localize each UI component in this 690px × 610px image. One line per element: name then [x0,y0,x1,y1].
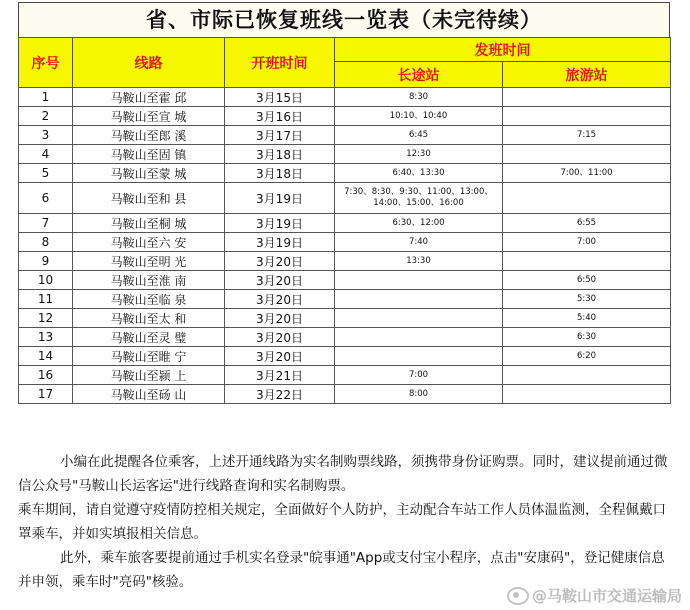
cell-route: 马鞍山至蒙 城 [73,164,225,183]
cell-long-distance-times: 6:30、12:00 [335,214,503,233]
cell-long-distance-times [335,290,503,309]
header-tourist-station: 旅游站 [503,62,671,88]
table-row [19,309,671,328]
cell-tourist-times: 7:00 [503,233,671,252]
header-long-distance-station: 长途站 [335,62,503,88]
table-row [19,385,671,404]
table-row [19,214,671,233]
watermark [507,585,682,606]
cell-no: 3 [19,126,73,145]
table-title: 省、市际已恢复班线一览表（未完待续） [18,2,670,37]
cell-long-distance-times [335,271,503,290]
cell-open-date: 3月20日 [225,252,335,271]
cell-tourist-times [503,252,671,271]
route-table [18,37,671,404]
cell-open-date: 3月20日 [225,271,335,290]
cell-long-distance-times: 10:10、10:40 [335,107,503,126]
notice-text [18,450,670,594]
cell-no: 12 [19,309,73,328]
cell-tourist-times: 7:15 [503,126,671,145]
cell-tourist-times: 6:55 [503,214,671,233]
table-row [19,328,671,347]
cell-long-distance-times: 7:30、8:30、9:30、11:00、13:00、14:00、15:00、16:00 [335,183,503,214]
cell-long-distance-times [335,347,503,366]
table-row [19,366,671,385]
cell-route: 马鞍山至郎 溪 [73,126,225,145]
cell-tourist-times: 5:40 [503,309,671,328]
cell-tourist-times [503,88,671,107]
cell-tourist-times: 7:00、11:00 [503,164,671,183]
cell-open-date: 3月16日 [225,107,335,126]
cell-long-distance-times: 13:30 [335,252,503,271]
cell-open-date: 3月20日 [225,309,335,328]
header-open-time: 开班时间 [225,38,335,88]
cell-tourist-times: 6:50 [503,271,671,290]
cell-open-date: 3月20日 [225,290,335,309]
cell-route: 马鞍山至六 安 [73,233,225,252]
cell-route: 马鞍山至太 和 [73,309,225,328]
table-row [19,164,671,183]
cell-route: 马鞍山至砀 山 [73,385,225,404]
cell-long-distance-times: 12:30 [335,145,503,164]
cell-no: 13 [19,328,73,347]
table-row [19,271,671,290]
table-row [19,183,671,214]
cell-open-date: 3月19日 [225,214,335,233]
cell-route: 马鞍山至霍 邱 [73,88,225,107]
cell-no: 1 [19,88,73,107]
cell-long-distance-times: 7:00 [335,366,503,385]
cell-long-distance-times: 6:45 [335,126,503,145]
cell-open-date: 3月15日 [225,88,335,107]
table-row [19,233,671,252]
cell-no: 9 [19,252,73,271]
cell-long-distance-times: 6:40、13:30 [335,164,503,183]
cell-long-distance-times [335,328,503,347]
table-row [19,347,671,366]
notice-paragraph-3: 此外，乘车旅客要提前通过手机实名登录"皖事通"App或支付宝小程序，点击"安康码"，登记健康信息并申领，乘车时"亮码"核验。 [18,550,665,590]
cell-route: 马鞍山至宣 城 [73,107,225,126]
cell-route: 马鞍山至和 县 [73,183,225,214]
weibo-icon [507,587,529,605]
cell-route: 马鞍山至灵 璧 [73,328,225,347]
cell-open-date: 3月18日 [225,164,335,183]
cell-no: 14 [19,347,73,366]
table-row [19,252,671,271]
cell-route: 马鞍山至桐 城 [73,214,225,233]
cell-open-date: 3月20日 [225,328,335,347]
table-row [19,88,671,107]
cell-long-distance-times: 8:00 [335,385,503,404]
header-no: 序号 [19,38,73,88]
cell-open-date: 3月21日 [225,366,335,385]
table-row [19,290,671,309]
cell-open-date: 3月17日 [225,126,335,145]
cell-no: 8 [19,233,73,252]
cell-no: 11 [19,290,73,309]
cell-tourist-times [503,385,671,404]
cell-open-date: 3月22日 [225,385,335,404]
header-route: 线路 [73,38,225,88]
cell-no: 2 [19,107,73,126]
cell-tourist-times [503,366,671,385]
notice-paragraph-1: 小编在此提醒各位乘客，上述开通线路为实名制购票线路，须携带身份证购票。同时，建议提前通过微信公众号"马鞍山长运客运"进行线路查询和实名制购票。 [18,454,668,494]
header-departure-time: 发班时间 [335,38,671,62]
cell-no: 4 [19,145,73,164]
cell-route: 马鞍山至固 镇 [73,145,225,164]
cell-open-date: 3月19日 [225,233,335,252]
cell-long-distance-times: 8:30 [335,88,503,107]
cell-open-date: 3月19日 [225,183,335,214]
cell-tourist-times: 6:30 [503,328,671,347]
cell-no: 17 [19,385,73,404]
cell-tourist-times [503,107,671,126]
cell-open-date: 3月18日 [225,145,335,164]
watermark-text: @马鞍山市交通运输局 [531,587,682,605]
cell-no: 10 [19,271,73,290]
cell-route: 马鞍山至临 泉 [73,290,225,309]
table-row [19,107,671,126]
cell-tourist-times [503,145,671,164]
cell-long-distance-times [335,309,503,328]
cell-long-distance-times: 7:40 [335,233,503,252]
cell-route: 马鞍山至淮 南 [73,271,225,290]
cell-tourist-times: 5:30 [503,290,671,309]
route-table-sheet [18,2,670,404]
cell-route: 马鞍山至睢 宁 [73,347,225,366]
cell-no: 5 [19,164,73,183]
cell-route: 马鞍山至明 光 [73,252,225,271]
cell-tourist-times: 6:20 [503,347,671,366]
cell-route: 马鞍山至颍 上 [73,366,225,385]
cell-tourist-times [503,183,671,214]
cell-no: 6 [19,183,73,214]
cell-open-date: 3月20日 [225,347,335,366]
notice-paragraph-2: 乘车期间，请自觉遵守疫情防控相关规定，全面做好个人防护，主动配合车站工作人员体温监测，全程佩戴口罩乘车，并如实填报相关信息。 [18,502,666,542]
cell-no: 16 [19,366,73,385]
table-row [19,126,671,145]
table-row [19,145,671,164]
cell-no: 7 [19,214,73,233]
